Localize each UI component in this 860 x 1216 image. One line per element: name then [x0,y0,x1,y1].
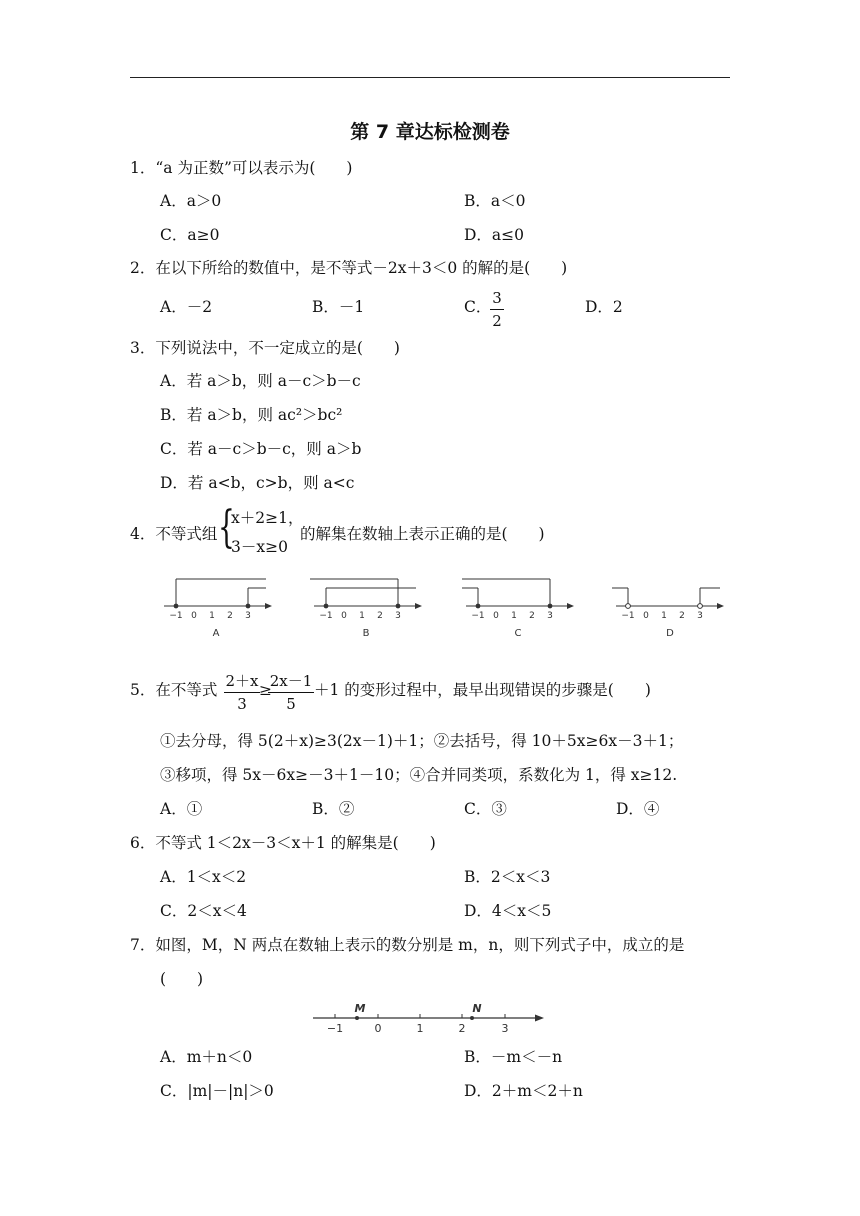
question-4-stem-prefix: 4．不等式组 [130,525,218,543]
question-5-ge-sign: ≥ [259,681,272,699]
question-6-option-c: C．2＜x＜4 [160,902,247,920]
tick-label: 1 [359,611,365,621]
question-2-option-b: B．－1 [312,298,365,316]
tick-label: 1 [416,1022,424,1035]
tick-label: 3 [245,611,251,621]
number-line-b [310,579,422,639]
question-2-option-c-fraction [490,289,504,330]
tick-label: 3 [547,611,553,621]
question-6-option-a: A．1＜x＜2 [160,868,247,886]
tick-label: −1 [169,611,183,621]
question-7-stem: 7．如图，M，N 两点在数轴上表示的数分别是 m，n，则下列式子中，成立的是 [130,936,685,954]
question-5-fraction-2 [268,672,314,713]
tick-label: 1 [209,611,215,621]
question-5-option-b: B．② [312,800,355,818]
question-1-option-a: A．a＞0 [160,192,222,210]
tick-label: 1 [511,611,517,621]
question-3-option-d: D．若 a<b，c>b，则 a<c [160,474,355,492]
header-rule [130,77,730,78]
tick-label: −1 [326,1022,344,1035]
fraction-numerator: 2＋x [225,672,259,690]
question-5-option-c: C．③ [464,800,507,818]
fraction-denominator: 5 [286,695,296,713]
fraction-bar [268,692,314,693]
question-4-stem-suffix: 的解集在数轴上表示正确的是( ) [300,525,545,543]
question-1-option-c: C．a≥0 [160,226,220,244]
tick-label: 2 [679,611,685,621]
number-line-a [164,579,272,639]
question-7-option-d: D．2＋m＜2＋n [464,1082,583,1100]
question-2-option-c: C． [464,298,492,316]
question-5-stem-prefix: 5．在不等式 [130,681,218,699]
fraction-bar [490,309,504,310]
fraction-denominator: 2 [492,312,502,330]
question-1-option-d: D．a≤0 [464,226,525,244]
question-5-stem-suffix: ＋1 的变形过程中，最早出现错误的步骤是( ) [314,681,651,699]
question-7-number-line [305,996,555,1036]
question-7-answer-paren: ( ) [160,970,204,988]
figure-label-b: B [362,628,370,639]
tick-label: 0 [191,611,197,621]
system-line-1: x＋2≥1， [231,509,304,527]
question-2-stem: 2．在以下所给的数值中，是不等式－2x＋3＜0 的解的是( ) [130,259,568,277]
fraction-numerator: 2x－1 [269,672,313,690]
tick-label: 2 [377,611,383,621]
tick-label: 0 [493,611,499,621]
question-5-steps-line-1: ①去分母，得 5(2＋x)≥3(2x－1)＋1；②去括号，得 10＋5x≥6x－3＋1； [160,732,684,750]
fraction-bar [224,692,260,693]
tick-label: −1 [471,611,485,621]
question-6-stem: 6．不等式 1＜2x－3＜x＋1 的解集是( ) [130,834,436,852]
point-m-label: M [354,1002,366,1015]
question-7-option-a: A．m＋n＜0 [160,1048,253,1066]
tick-label: 0 [643,611,649,621]
tick-label: 2 [529,611,535,621]
question-1-option-b: B．a＜0 [464,192,526,210]
number-line-c [462,579,574,639]
point-n-label: N [472,1002,482,1015]
tick-label: 3 [395,611,401,621]
tick-label: −1 [621,611,635,621]
question-5-fraction-1 [224,672,260,713]
system-line-2: 3－x≥0 [231,538,288,556]
tick-label: 1 [661,611,667,621]
figure-label-a: A [212,628,220,639]
question-5-steps-line-2: ③移项，得 5x－6x≥－3＋1－10；④合并同类项，系数化为 1，得 x≥12. [160,766,678,784]
figure-label-d: D [666,628,674,639]
fraction-numerator: 3 [492,289,502,307]
figure-label-c: C [514,628,522,639]
tick-label: −1 [319,611,333,621]
tick-label: 0 [374,1022,382,1035]
number-line-options-figure [150,570,730,642]
question-3-option-c: C．若 a－c＞b－c，则 a＞b [160,440,362,458]
tick-label: 3 [697,611,703,621]
question-7-option-c: C．|m|－|n|＞0 [160,1082,274,1100]
number-line-d [612,588,724,639]
question-2-option-d: D．2 [585,298,623,316]
question-7-option-b: B．－m＜－n [464,1048,563,1066]
tick-label: 0 [341,611,347,621]
question-6-option-b: B．2＜x＜3 [464,868,551,886]
question-5-option-d: D．④ [616,800,660,818]
tick-label: 2 [227,611,233,621]
fraction-denominator: 3 [237,695,247,713]
question-3-option-a: A．若 a＞b，则 a－c＞b－c [160,372,361,390]
question-2-option-a: A．－2 [160,298,213,316]
question-6-option-d: D．4＜x＜5 [464,902,552,920]
question-3-stem: 3．下列说法中，不一定成立的是( ) [130,339,400,357]
question-1-stem: 1．“a 为正数”可以表示为( ) [130,159,353,177]
system-brace: { [218,502,235,553]
question-3-option-b: B．若 a＞b，则 ac²＞bc² [160,406,343,424]
tick-label: 2 [458,1022,466,1035]
page-title: 第 7 章达标检测卷 [350,121,510,143]
question-5-option-a: A．① [160,800,203,818]
tick-label: 3 [501,1022,509,1035]
